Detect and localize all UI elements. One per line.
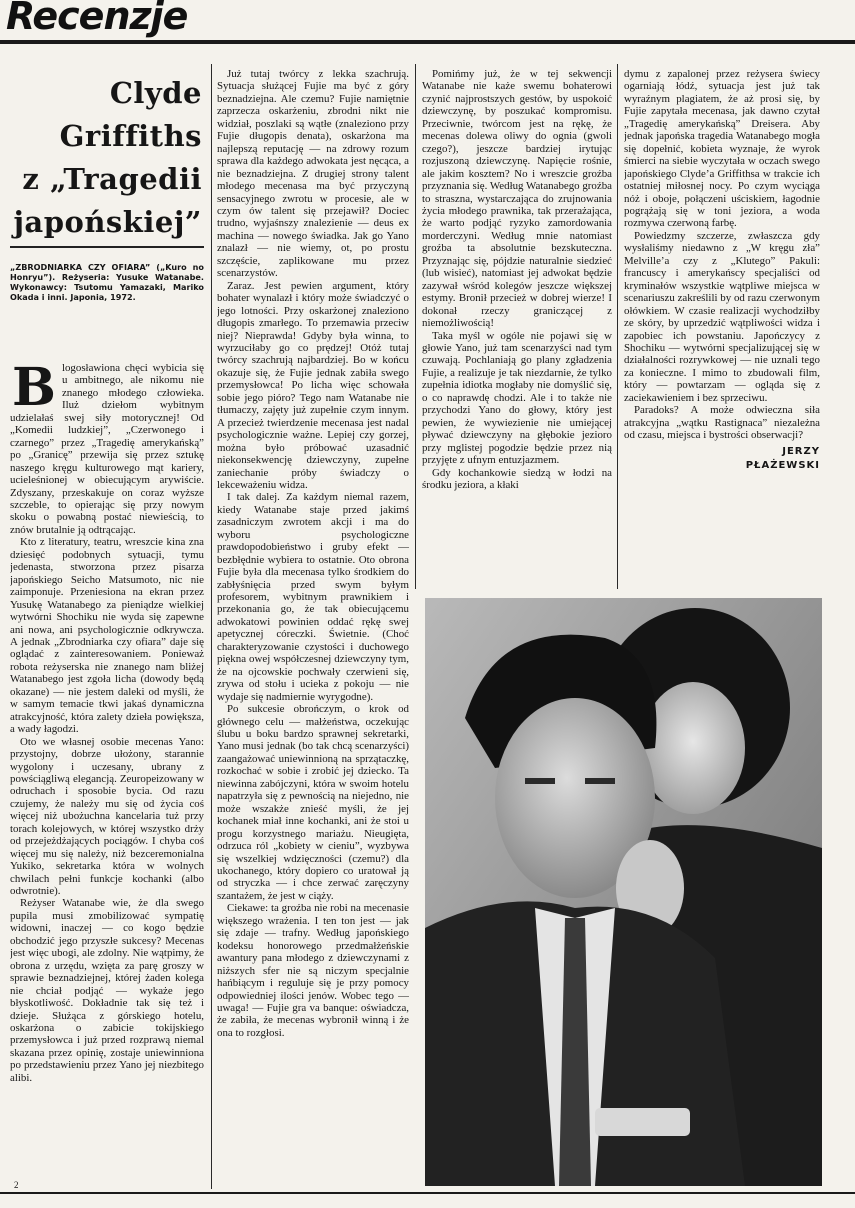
paragraph: Powiedzmy szczerze, zwłaszcza gdy wysłaliśmy niedawno z „W kręgu zła” Melville’a czy z „Klutego” Pakuli: francuscy i amerykańscy specjaliści od kryminałów wszystkie wątpliwe miejsca w scenariuszu zakreślili by od razu czerwonym ołówkiem. W czasie realizacji wychodziłby ze skóry, by uprzedzić wątpliwości widza i zapobiec ich powstaniu. Japończycy z Shochiku — wytwórni specjalizującej się w działalności rozrywkowej — nie uznali tego za konieczne. I mimo to zbudowali film, który — powtarzam — ogląda się z zaciekawieniem i bez sprzeciwu. — [624, 229, 820, 404]
header-rule — [0, 40, 855, 44]
paragraph: dymu z zapalonej przez reżysera świecy ogarniają łódź, sytuacja jest już tak wyraźnym plagiatem, że aż prosi się, by Fujie zapytała mecenasa, jak dawno czytał „Tragedię amerykańską” Dreisera. Aby jednak japońska tragedia Watanabego mogła się dopełnić, kobieta wyznaje, że wyrok śmierci na siebie wyczytała w oczach swego japońskiego Clyde’a Griffithsa w trakcie ich ostatniej miłosnej nocy. Po czym wyciąga nóż i oboje, połączeni uściskiem, łagodnie pogrążają się w toni jeziora, a woda rozmywa czerwoną farbę. — [624, 68, 820, 230]
paragraph: Zaraz. Jest pewien argument, który bohater wynalazł i który może świadczyć o jego lotności. Przy oskarżonej znaleziono długopis zmarłego. To przemawia przeciw niej? Nieprawda! Gdyby była winna, to wyrzuciłaby go co prędzej! Otóż tutaj twórcy szachrują najbardziej. Bo w końcu okazuje się, że Fujie jednak zabiła swego przemysłowca! Po licha więc schowała sobie jego pióro? Tego nam Watanabe nie tłumaczy, zajęty już zupełnie czym innym. A przecież twierdzenie mecenasa jest nadal psychologicznie ważne. Lepiej czy gorzej, można było próbować uzasadnić niekonsekwencję dziewczyny, zupełne zaniechanie próby świadczy o lekceważeniu widza. — [217, 279, 409, 491]
paragraph: Już tutaj twórcy z lekka szachrują. Sytuacja służącej Fujie ma być z góry beznadziejna. Ale czemu? Fujie namiętnie zaprzecza oskarżeniu, zbrodni nikt nie widział, poszlaki są wątłe (znaleziono przy Fujie długopis denata), oskarżona ma najlepszą reputację — na zdrowy rozum sprawa dla każdego adwokata jest nęcąca, a nie beznadziejna. Z drugiej strony talent młodego mecenasa ma być przyczyną sensacyjnego zwrotu w procesie, ale w czym ów talent się przejawił? Dociec trudno, wyjaśnszy znalezienie — deus ex machina — nowego świadka. Jak go Yano znalazł — nie wiemy, ot, po prostu szczęście, zaplikowane mu przez scenarzystów. — [217, 68, 409, 280]
title-line-4: japońskiej” — [13, 205, 202, 239]
column-divider-2 — [415, 64, 416, 589]
film-credits: „ZBRODNIARKA CZY OFIARA” („Kuro no Honryu”). Reżyseria: Yusuke Watanabe. Wykonawcy: Tsutomu Yamazaki, Mariko Okada i inni. Japonia, 1972. — [10, 262, 204, 302]
title-line-1: Clyde — [109, 76, 202, 110]
lead-text: logosławiona chęci wybicia się u ambitnego, ale nikomu nie znanego młodego człowieka. Iluż dziełom wybitnym udzielałaś swej siły motorycznej! Od „Komedii ludzkiej”, „Czerwonego i czarnego” przez „Tragedię amerykańską” po „Granicę” przewija się przez sztukę naszego kręgu kulturowego mąt kariery, ucielеśnionej w obiecującym arywiście. Zdyszany, przeskakuje on coraz wyższe szczeble, to opierając się przy nowym skoku o powabną postać niewieścią, to znów brutalnie ją odtrącając. — [10, 362, 204, 536]
author-first-name: JERZY — [782, 445, 820, 457]
paragraph: Pomińmy już, że w tej sekwencji Watanabe nie każe swemu bohaterowi czynić najprostszych gestów, by uspokoić dziewczynę, by poszukać kompromisu. Przeciwnie, twórcom jest na rękę, że mecenas dolewa oliwy do ognia (gwoli czego?), jeszcze bardziej irytując rozjuszoną dziewczynę. Napięcie rośnie, ale jakim kosztem? No i wreszcie groźba przyznania się. Według Watanabego groźba to straszna, wystarczająca do zrujnowania życia młodego prawnika, tak przerażająca, że warto podjąć ryzyko zamordowania morderczyni. Według mnie natomiast groźba ta absolutnie bezskuteczna. Przyznając się, pójdzie naturalnie siedzieć (lub wisieć), natomiast jej adwokat będzie zazywał wśród kolegów jeszcze większej estymy. Bronił przecież w dobrej wierze! I dokonał rzeczy graniczącej z niemożliwością! — [422, 68, 612, 330]
title-line-3: z „Tragedii — [22, 162, 202, 196]
article-column-4 — [624, 68, 820, 590]
article-column-1 — [10, 362, 204, 1184]
film-still-photo — [425, 598, 822, 1186]
paragraph: Oto we własnej osobie mecenas Yano: przystojny, dobrze ułożony, starannie wygolony i uczesany, ubrany z powściągliwą elegancją. Zeuropeizowany w odruchach i sposobie bycia. Od razu czujemy, że należy mu się od życia coś więcej niż ubożuchna kancelaria tuż przy torach kolejowych, w której wszystko drży od przejeżdżających pociągów. I chyba coś więcej mu się należy, niż bezceremonialna Yukiko, sekretarka która w wolnych chwilach pełni funkcje kochanki (albo odwrotnie). — [10, 735, 204, 898]
paragraph: Ciekawe: ta groźba nie robi na mecenasie większego wrażenia. I ten ton jest — jak się zdaje — trafny. Według japońskiego kodeksu honorowego przedmałżeńskie awantury pana młodego z dziewczynami z niższych sfer nie są niczym specjalnie hańbiącym i reguluje się je przy pomocy odpowiedniej ilości jenów. Wobec tego — uwaga! — Fujie gra va banque: oświadcza, że zabiła, że mecenas wybronił winną i że ona to rozgłosi. — [217, 902, 409, 1039]
footer-rule — [0, 1192, 855, 1194]
credits-rule — [10, 246, 204, 248]
article-column-2 — [217, 68, 409, 1186]
column-divider-3 — [617, 64, 618, 589]
section-heading: Recenzje — [6, 0, 188, 38]
paragraph: Kto z literatury, teatru, wreszcie kina zna dziesięć podobnych sytuacji, tymu jedenasta, stworzona przez pisarza japońskiego Seicho Matsumoto, nic nie zaimponuje. Przeniesiona na ekran przez Yusukę Watanabego za pieniądze wielkiej wytwórni Shochiku nie wyda się zapewne ani nowa, ani psychologicznie odkrywcza. A jednak „Zbrodniarka czy ofiara” daje się oglądać z zainteresowaniem. Ponieważ robota reżyserska nie znanego nam bliżej Watanabego jest zgoła licha (dowody będą okazane) — nie jestem daleki od myśli, że w samym temacie tkwi jakaś dynamiczna atrakcyjność, która zalety dzieła powiększa, a wady łagodzi. — [10, 536, 204, 736]
lead-paragraph — [10, 362, 204, 536]
page-marker: 2 — [14, 1180, 19, 1190]
article-title — [12, 72, 202, 244]
paragraph: Gdy kochankowie siedzą w łodzi na środku jeziora, a kłaki — [422, 466, 612, 491]
article-column-3 — [422, 68, 612, 590]
column-divider-1 — [211, 64, 212, 1189]
paragraph: Paradoks? A może odwieczna siła atrakcyjna „wątku Rastignaca” niezależna od czasu, miejsca i bystrości obserwacji? — [624, 404, 820, 442]
author-last-name: PŁAŻEWSKI — [745, 459, 820, 471]
paragraph: Taka myśl w ogóle nie pojawi się w głowie Yano, już tam scenarzyści nad tym czuwają. Pochlaniają go plany zgładzenia Fujie, a realizuje je tak niezdarnie, że tylko zupełnia idiotka mogłaby nie domyślić się, o co naprawdę chodzi. Ale i to także nie przychodzi Yano do głowy, który jest pewien, że wywiezienie nie umiejącej pływać dziewczyny na głębokie jezioro przy mglistej pogodzie będzie przez nią przyjęte z ufnym entuzjazmem. — [422, 329, 612, 467]
paragraph: I tak dalej. Za każdym niemal razem, kiedy Watanabe staje przed jakimś zasadniczym zwrotem akcji i ma do wyboru psychologiczne prawdopodobieństwo i gruby efekt — bezbłędnie wybiera to ostatnie. Oto obrona Fujie była dla mecenasa tylko środkiem do zabłyśnięcia przed swym byłym profesorem, wybitnym prawnikiem i przekonania go, że tak obiecującemu adwokatowi powinien oddać rękę swej apetycznej córeczki. Świetnie. (Choć charakteryzowanie czystości i duchowego piękna owej współczesnej dziewczyny tym, że na ojcowskie pochwały czerwieni się, zrywa od stołu i ucieka z pokoju — nie wydaje się nadmiernie wyrygodne). — [217, 491, 409, 703]
drop-cap: B — [12, 362, 56, 418]
film-still-image — [425, 598, 822, 1186]
paragraph: Reżyser Watanabe wie, że dla swego pupila musi zmobilizować sympatię widowni, inaczej — co kogo będzie obchodzić jego przyszłe sukcesy? Mecenas jest więc ubogi, ale zdolny. Nie wątpimy, że obrona z urzędu, wzięta za parę groszy w sprawie beznadziejnej, której żaden kolega nie chciał podjąć — wykaże jego błyskotliwość. Dokładnie tak się też i dzieje. Służąca z górskiego hotelu, oskarżona o zabicie tokijskiego przemysłowca i już przed rozprawą niemal skazana przez opinię, zostaje uniewinniona po przedstawieniu przez Yano jej niezbitego alibi. — [10, 897, 204, 1084]
title-line-2: Griffiths — [59, 119, 202, 153]
paragraph: Po sukcesie obrończym, o krok od głównego celu — małżeństwa, oczekując ślubu u boku bardzo sprawnej sekretarki, Yano musi jednak (bo tak chcą scenarzyści) zaangażować uniewinnioną na sprzątaczkę, rozkochać w sobie i zrobić jej dziecko. Ta niewinna zabójczyni, która w swoim hotelu napatrzyła się z pewnością na niejedno, nie może wszakże znieść myśli, że jej kochanek miał inne kochanki, ani że stoi u progu korzystnego mariażu. Nieugięta, odrzuca ról „kobiety w cieniu”, wyzbywa się wszelkiej wdzięczności (czemu?) dla ukochanego, który dopiero co uratował ją od stryczka — i chce zerwać zaręczyny szantażem, że jest w ciąży. — [217, 703, 409, 902]
author-signature — [624, 445, 820, 473]
